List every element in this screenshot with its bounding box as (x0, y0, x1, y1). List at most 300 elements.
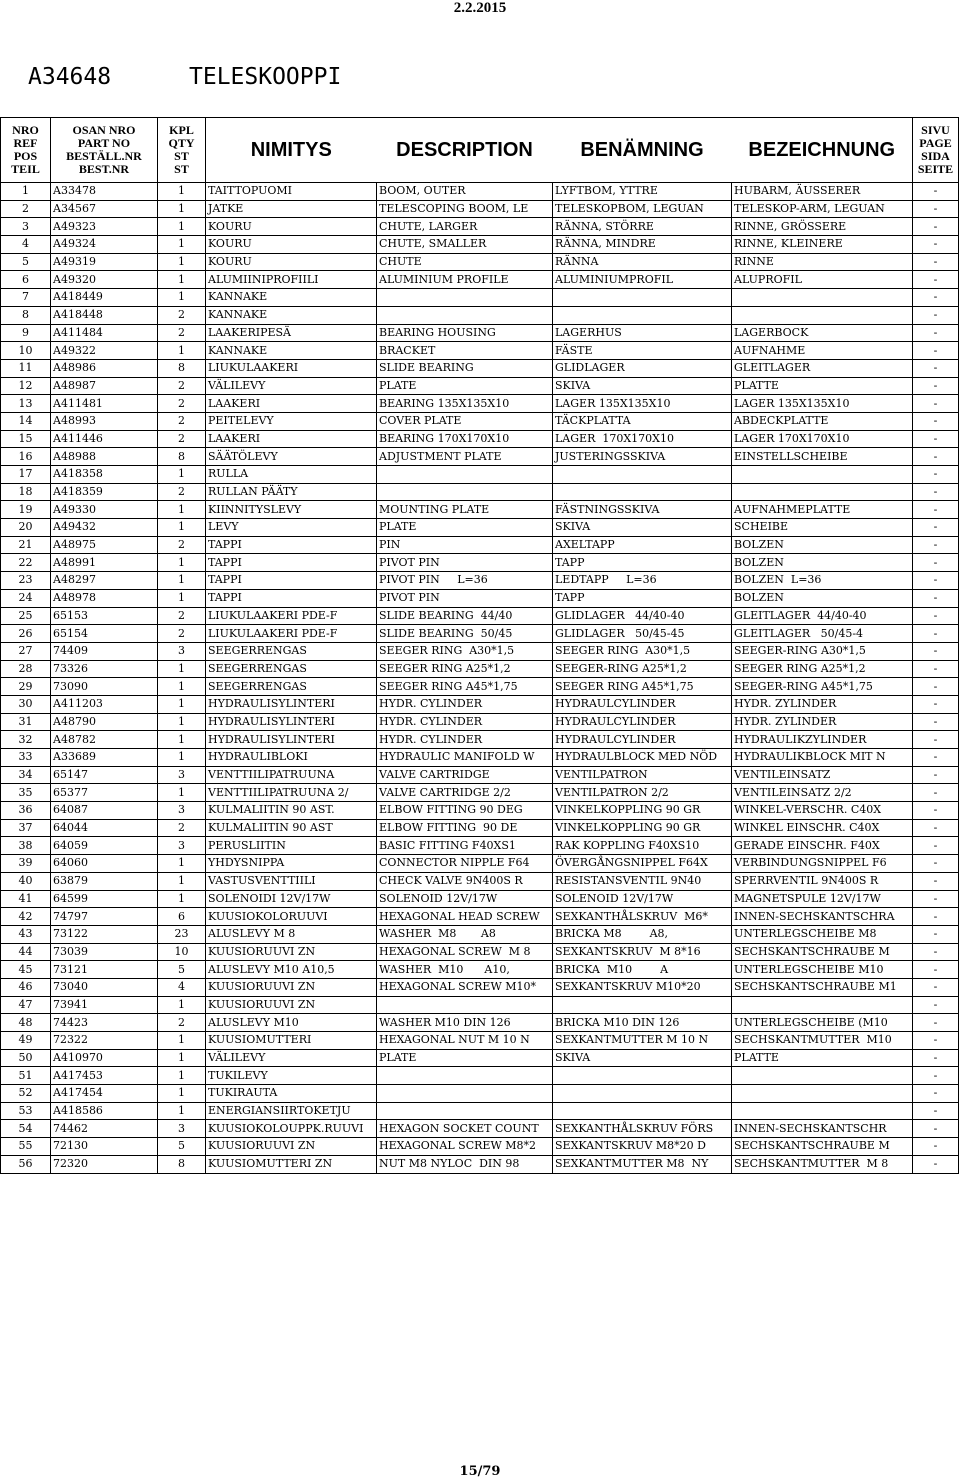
header-part-number-text: OSAN NRO PART NO BESTÄLL.NR BEST.NR (66, 123, 142, 176)
table-row (1, 554, 959, 572)
cell-part-number: 73122 (51, 925, 158, 943)
cell-description-en: WASHER M8 A8 (377, 925, 553, 943)
cell-quantity: 1 (158, 731, 206, 749)
cell-part-number: A48988 (51, 448, 158, 466)
cell-name-de: SEEGER-RING A30*1,5 (732, 642, 913, 660)
cell-page: - (913, 1120, 959, 1138)
cell-page: - (913, 890, 959, 908)
cell-name-sv: FÄSTE (553, 342, 732, 360)
cell-page: - (913, 324, 959, 342)
table-row (1, 377, 959, 395)
cell-description-en (377, 289, 553, 307)
cell-part-number: A49319 (51, 253, 158, 271)
cell-part-number: 73941 (51, 996, 158, 1014)
cell-name-fi: RULLA (206, 466, 377, 484)
cell-quantity: 1 (158, 253, 206, 271)
cell-part-number: A411481 (51, 395, 158, 413)
cell-page: - (913, 925, 959, 943)
table-row (1, 324, 959, 342)
cell-name-fi: KUUSIOKOLORUUVI (206, 908, 377, 926)
cell-name-de: SECHSKANTSCHRAUBE M (732, 1138, 913, 1156)
cell-quantity: 1 (158, 342, 206, 360)
cell-description-en: PIVOT PIN (377, 589, 553, 607)
cell-description-en: SLIDE BEARING 44/40 (377, 607, 553, 625)
cell-name-de: UNTERLEGSCHEIBE M10 (732, 961, 913, 979)
cell-name-de: SECHSKANTSCHRAUBE M (732, 943, 913, 961)
cell-name-sv: SEXKANTHÅLSKRUV FÖRS (553, 1120, 732, 1138)
cell-name-fi: ALUSLEVY M10 (206, 1014, 377, 1032)
cell-quantity: 1 (158, 1067, 206, 1085)
cell-quantity: 1 (158, 183, 206, 201)
cell-part-number: 73326 (51, 660, 158, 678)
cell-name-fi: VASTUSVENTTIILI (206, 872, 377, 890)
table-row (1, 359, 959, 377)
cell-name-sv: LEDTAPP L=36 (553, 572, 732, 590)
cell-name-fi: SÄÄTÖLEVY (206, 448, 377, 466)
cell-name-sv (553, 1102, 732, 1120)
cell-name-de: BOLZEN (732, 589, 913, 607)
table-row (1, 1032, 959, 1050)
cell-ref-number: 25 (1, 607, 51, 625)
cell-name-fi: ALUSLEVY M 8 (206, 925, 377, 943)
cell-part-number: 73040 (51, 978, 158, 996)
cell-description-en: VALVE CARTRIDGE (377, 766, 553, 784)
parts-table (0, 117, 959, 1174)
cell-name-de (732, 1067, 913, 1085)
cell-description-en: HYDRAULIC MANIFOLD W (377, 749, 553, 767)
cell-name-de: UNTERLEGSCHEIBE (M10 (732, 1014, 913, 1032)
cell-part-number: A418358 (51, 466, 158, 484)
cell-quantity: 1 (158, 554, 206, 572)
cell-name-sv: BRICKA M10 A (553, 961, 732, 979)
cell-name-de: MAGNETSPULE 12V/17W (732, 890, 913, 908)
cell-part-number: A49330 (51, 501, 158, 519)
cell-page: - (913, 572, 959, 590)
cell-part-number: A410970 (51, 1049, 158, 1067)
cell-description-en: SLIDE BEARING (377, 359, 553, 377)
cell-ref-number: 45 (1, 961, 51, 979)
cell-quantity: 4 (158, 978, 206, 996)
cell-page: - (913, 342, 959, 360)
cell-ref-number: 35 (1, 784, 51, 802)
cell-description-en: HEXAGONAL HEAD SCREW (377, 908, 553, 926)
cell-part-number: A48978 (51, 589, 158, 607)
cell-name-fi: LEVY (206, 519, 377, 537)
cell-description-en: COVER PLATE (377, 412, 553, 430)
cell-part-number: A48297 (51, 572, 158, 590)
cell-name-de: BOLZEN (732, 536, 913, 554)
cell-name-fi: LAAKERI (206, 395, 377, 413)
cell-part-number: 74797 (51, 908, 158, 926)
cell-name-de: UNTERLEGSCHEIBE M8 (732, 925, 913, 943)
table-row (1, 236, 959, 254)
document-date: 2.2.2015 (453, 0, 507, 16)
table-row (1, 784, 959, 802)
table-row (1, 395, 959, 413)
header-page (913, 118, 959, 183)
cell-name-fi: VÄLILEVY (206, 1049, 377, 1067)
header-bezeichnung: BEZEICHNUNG (732, 118, 913, 183)
cell-page: - (913, 483, 959, 501)
cell-quantity: 2 (158, 395, 206, 413)
cell-name-de: ABDECKPLATTE (732, 412, 913, 430)
cell-name-fi: LIUKULAAKERI (206, 359, 377, 377)
table-row (1, 642, 959, 660)
cell-quantity: 1 (158, 572, 206, 590)
cell-part-number: 73121 (51, 961, 158, 979)
cell-name-fi: TAPPI (206, 554, 377, 572)
table-row (1, 996, 959, 1014)
cell-ref-number: 1 (1, 183, 51, 201)
cell-page: - (913, 412, 959, 430)
cell-name-sv (553, 996, 732, 1014)
cell-quantity: 2 (158, 306, 206, 324)
cell-ref-number: 48 (1, 1014, 51, 1032)
cell-name-de (732, 306, 913, 324)
table-row (1, 695, 959, 713)
cell-name-sv: SKIVA (553, 1049, 732, 1067)
cell-name-de: LAGERBOCK (732, 324, 913, 342)
cell-part-number: 72320 (51, 1155, 158, 1173)
cell-ref-number: 17 (1, 466, 51, 484)
cell-name-fi: PEITELEVY (206, 412, 377, 430)
table-row (1, 1102, 959, 1120)
cell-name-fi: HYDRAULISYLINTERI (206, 713, 377, 731)
cell-name-de: BOLZEN (732, 554, 913, 572)
cell-description-en: PLATE (377, 377, 553, 395)
cell-quantity: 2 (158, 430, 206, 448)
cell-ref-number: 34 (1, 766, 51, 784)
cell-ref-number: 20 (1, 519, 51, 537)
cell-page: - (913, 236, 959, 254)
cell-name-sv: SEXKANTMUTTER M8 NY (553, 1155, 732, 1173)
table-row (1, 218, 959, 236)
cell-ref-number: 38 (1, 837, 51, 855)
table-header-row (1, 118, 959, 183)
cell-description-en: HEXAGONAL SCREW M 8 (377, 943, 553, 961)
cell-page: - (913, 908, 959, 926)
cell-name-fi: SOLENOIDI 12V/17W (206, 890, 377, 908)
table-row (1, 678, 959, 696)
cell-ref-number: 24 (1, 589, 51, 607)
cell-description-en: BOOM, OUTER (377, 183, 553, 201)
cell-name-de: RINNE (732, 253, 913, 271)
cell-part-number: 63879 (51, 872, 158, 890)
cell-name-de: SEEGER-RING A45*1,75 (732, 678, 913, 696)
cell-quantity: 1 (158, 501, 206, 519)
cell-name-fi: LIUKULAAKERI PDE-F (206, 625, 377, 643)
cell-page: - (913, 1085, 959, 1103)
cell-name-de (732, 466, 913, 484)
cell-quantity: 2 (158, 536, 206, 554)
cell-part-number: 73090 (51, 678, 158, 696)
cell-description-en: BEARING 170X170X10 (377, 430, 553, 448)
cell-page: - (913, 200, 959, 218)
cell-part-number: 64044 (51, 819, 158, 837)
cell-name-de: WINKEL-VERSCHR. C40X (732, 802, 913, 820)
cell-name-fi: KOURU (206, 218, 377, 236)
cell-page: - (913, 837, 959, 855)
cell-quantity: 2 (158, 1014, 206, 1032)
cell-quantity: 2 (158, 625, 206, 643)
cell-name-fi: KUUSIORUUVI ZN (206, 996, 377, 1014)
table-row (1, 943, 959, 961)
cell-name-fi: VENTTIILIPATRUUNA 2/ (206, 784, 377, 802)
table-row (1, 908, 959, 926)
cell-name-sv (553, 483, 732, 501)
cell-description-en: ALUMINIUM PROFILE (377, 271, 553, 289)
cell-quantity: 8 (158, 448, 206, 466)
cell-name-fi: RULLAN PÄÄTY (206, 483, 377, 501)
cell-description-en: HEXAGONAL SCREW M10* (377, 978, 553, 996)
cell-name-sv: RÄNNA, STÖRRE (553, 218, 732, 236)
cell-part-number: 74462 (51, 1120, 158, 1138)
cell-name-fi: KUUSIORUUVI ZN (206, 978, 377, 996)
table-row (1, 731, 959, 749)
cell-quantity: 2 (158, 607, 206, 625)
table-row (1, 271, 959, 289)
cell-description-en: SEEGER RING A30*1,5 (377, 642, 553, 660)
cell-description-en (377, 996, 553, 1014)
cell-name-sv: TAPP (553, 554, 732, 572)
cell-page: - (913, 554, 959, 572)
cell-name-fi: KANNAKE (206, 342, 377, 360)
cell-description-en: CONNECTOR NIPPLE F64 (377, 855, 553, 873)
cell-part-number: A411446 (51, 430, 158, 448)
cell-part-number: 64087 (51, 802, 158, 820)
cell-part-number: A418448 (51, 306, 158, 324)
cell-ref-number: 30 (1, 695, 51, 713)
cell-name-fi: JATKE (206, 200, 377, 218)
cell-ref-number: 43 (1, 925, 51, 943)
cell-name-de: SECHSKANTSCHRAUBE M1 (732, 978, 913, 996)
cell-description-en (377, 1085, 553, 1103)
cell-part-number: A417454 (51, 1085, 158, 1103)
cell-page: - (913, 253, 959, 271)
cell-quantity: 6 (158, 908, 206, 926)
cell-ref-number: 47 (1, 996, 51, 1014)
table-row (1, 200, 959, 218)
cell-name-fi: HYDRAULIBLOKI (206, 749, 377, 767)
cell-name-sv: SEXKANTSKRUV M 8*16 (553, 943, 732, 961)
cell-name-fi: ALUSLEVY M10 A10,5 (206, 961, 377, 979)
cell-name-sv: ALUMINIUMPROFIL (553, 271, 732, 289)
cell-part-number: 65153 (51, 607, 158, 625)
cell-part-number: A411203 (51, 695, 158, 713)
header-quantity (158, 118, 206, 183)
cell-ref-number: 14 (1, 412, 51, 430)
cell-page: - (913, 625, 959, 643)
table-row (1, 978, 959, 996)
cell-part-number: 65377 (51, 784, 158, 802)
cell-name-de: VENTILEINSATZ 2/2 (732, 784, 913, 802)
cell-ref-number: 7 (1, 289, 51, 307)
cell-name-de: RINNE, GRÖSSERE (732, 218, 913, 236)
cell-quantity: 1 (158, 1102, 206, 1120)
cell-name-fi: PERUSLIITIN (206, 837, 377, 855)
cell-page: - (913, 501, 959, 519)
cell-name-sv: SOLENOID 12V/17W (553, 890, 732, 908)
cell-description-en: HEXAGONAL NUT M 10 N (377, 1032, 553, 1050)
cell-description-en: ELBOW FITTING 90 DE (377, 819, 553, 837)
cell-name-fi: KIINNITYSLEVY (206, 501, 377, 519)
cell-name-de (732, 1102, 913, 1120)
cell-name-sv (553, 1085, 732, 1103)
cell-name-de: TELESKOP-ARM, LEGUAN (732, 200, 913, 218)
cell-page: - (913, 855, 959, 873)
cell-quantity: 3 (158, 1120, 206, 1138)
cell-name-fi: KUUSIOMUTTERI ZN (206, 1155, 377, 1173)
cell-ref-number: 55 (1, 1138, 51, 1156)
cell-quantity: 1 (158, 890, 206, 908)
cell-part-number: A48991 (51, 554, 158, 572)
cell-name-de: AUFNAHMEPLATTE (732, 501, 913, 519)
cell-part-number: A417453 (51, 1067, 158, 1085)
cell-description-en: ADJUSTMENT PLATE (377, 448, 553, 466)
cell-name-sv: GLIDLAGER (553, 359, 732, 377)
cell-name-sv (553, 289, 732, 307)
cell-part-number: A49322 (51, 342, 158, 360)
cell-name-sv: SEEGER RING A45*1,75 (553, 678, 732, 696)
cell-page: - (913, 359, 959, 377)
table-row (1, 183, 959, 201)
cell-name-fi: LAAKERIPESÄ (206, 324, 377, 342)
cell-quantity: 1 (158, 519, 206, 537)
cell-name-sv: SKIVA (553, 377, 732, 395)
header-benamning: BENÄMNING (553, 118, 732, 183)
cell-part-number: A34567 (51, 200, 158, 218)
page-number: 15/79 (459, 1464, 501, 1479)
cell-ref-number: 3 (1, 218, 51, 236)
cell-name-fi: KULMALIITIN 90 AST. (206, 802, 377, 820)
table-row (1, 466, 959, 484)
cell-page: - (913, 271, 959, 289)
cell-part-number: A418359 (51, 483, 158, 501)
table-row (1, 1120, 959, 1138)
cell-page: - (913, 1032, 959, 1050)
cell-page: - (913, 819, 959, 837)
cell-part-number: A33689 (51, 749, 158, 767)
cell-name-sv: AXELTAPP (553, 536, 732, 554)
cell-part-number: A33478 (51, 183, 158, 201)
cell-name-sv: SEXKANTSKRUV M10*20 (553, 978, 732, 996)
cell-ref-number: 49 (1, 1032, 51, 1050)
cell-quantity: 1 (158, 872, 206, 890)
cell-name-fi: LAAKERI (206, 430, 377, 448)
cell-quantity: 1 (158, 855, 206, 873)
cell-name-sv: HYDRAULBLOCK MED NÖD (553, 749, 732, 767)
cell-name-sv: HYDRAULCYLINDER (553, 695, 732, 713)
cell-name-de: SPERRVENTIL 9N400S R (732, 872, 913, 890)
cell-description-en: ELBOW FITTING 90 DEG (377, 802, 553, 820)
cell-part-number: 64060 (51, 855, 158, 873)
cell-name-fi: LIUKULAAKERI PDE-F (206, 607, 377, 625)
table-row (1, 519, 959, 537)
cell-ref-number: 54 (1, 1120, 51, 1138)
cell-quantity: 3 (158, 766, 206, 784)
cell-ref-number: 16 (1, 448, 51, 466)
cell-description-en (377, 483, 553, 501)
cell-page: - (913, 1014, 959, 1032)
cell-quantity: 1 (158, 218, 206, 236)
cell-quantity: 1 (158, 289, 206, 307)
cell-quantity: 23 (158, 925, 206, 943)
cell-quantity: 1 (158, 784, 206, 802)
table-row (1, 819, 959, 837)
cell-name-fi: KANNAKE (206, 306, 377, 324)
cell-quantity: 1 (158, 678, 206, 696)
cell-name-de: VENTILEINSATZ (732, 766, 913, 784)
cell-name-sv: FÄSTNINGSSKIVA (553, 501, 732, 519)
cell-quantity: 5 (158, 961, 206, 979)
cell-ref-number: 41 (1, 890, 51, 908)
cell-name-fi: VÄLILEVY (206, 377, 377, 395)
cell-name-sv: SKIVA (553, 519, 732, 537)
header-quantity-text: KPL QTY ST ST (168, 123, 195, 176)
cell-name-sv: TAPP (553, 589, 732, 607)
cell-quantity: 3 (158, 837, 206, 855)
cell-name-fi: KOURU (206, 253, 377, 271)
cell-quantity: 2 (158, 819, 206, 837)
table-row (1, 483, 959, 501)
cell-ref-number: 39 (1, 855, 51, 873)
cell-name-fi: KOURU (206, 236, 377, 254)
cell-ref-number: 15 (1, 430, 51, 448)
cell-name-sv: RÄNNA (553, 253, 732, 271)
cell-quantity: 2 (158, 377, 206, 395)
table-row (1, 1085, 959, 1103)
header-ref-number (1, 118, 51, 183)
cell-name-de: VERBINDUNGSNIPPEL F6 (732, 855, 913, 873)
cell-name-fi: TUKIRAUTA (206, 1085, 377, 1103)
cell-ref-number: 18 (1, 483, 51, 501)
cell-name-fi: TAPPI (206, 572, 377, 590)
table-row (1, 660, 959, 678)
cell-part-number: A411484 (51, 324, 158, 342)
cell-ref-number: 11 (1, 359, 51, 377)
cell-name-de (732, 1085, 913, 1103)
cell-quantity: 1 (158, 660, 206, 678)
cell-page: - (913, 589, 959, 607)
cell-quantity: 1 (158, 996, 206, 1014)
cell-quantity: 3 (158, 642, 206, 660)
cell-ref-number: 8 (1, 306, 51, 324)
cell-name-fi: KUUSIORUUVI ZN (206, 943, 377, 961)
cell-ref-number: 33 (1, 749, 51, 767)
cell-part-number: A49432 (51, 519, 158, 537)
cell-name-sv: RESISTANSVENTIL 9N40 (553, 872, 732, 890)
cell-ref-number: 42 (1, 908, 51, 926)
cell-page: - (913, 678, 959, 696)
cell-ref-number: 13 (1, 395, 51, 413)
cell-name-sv: VINKELKOPPLING 90 GR (553, 819, 732, 837)
cell-name-sv: LAGER 170X170X10 (553, 430, 732, 448)
cell-name-fi: KUUSIORUUVI ZN (206, 1138, 377, 1156)
cell-description-en: PLATE (377, 1049, 553, 1067)
cell-quantity: 1 (158, 589, 206, 607)
header-page-text: SIVU PAGE SIDA SEITE (917, 123, 954, 176)
cell-ref-number: 31 (1, 713, 51, 731)
cell-description-en: HEXAGON SOCKET COUNT (377, 1120, 553, 1138)
cell-part-number: A48790 (51, 713, 158, 731)
cell-quantity: 1 (158, 1085, 206, 1103)
cell-page: - (913, 695, 959, 713)
table-row (1, 253, 959, 271)
cell-name-de: BOLZEN L=36 (732, 572, 913, 590)
cell-quantity: 1 (158, 271, 206, 289)
cell-page: - (913, 642, 959, 660)
cell-page: - (913, 218, 959, 236)
